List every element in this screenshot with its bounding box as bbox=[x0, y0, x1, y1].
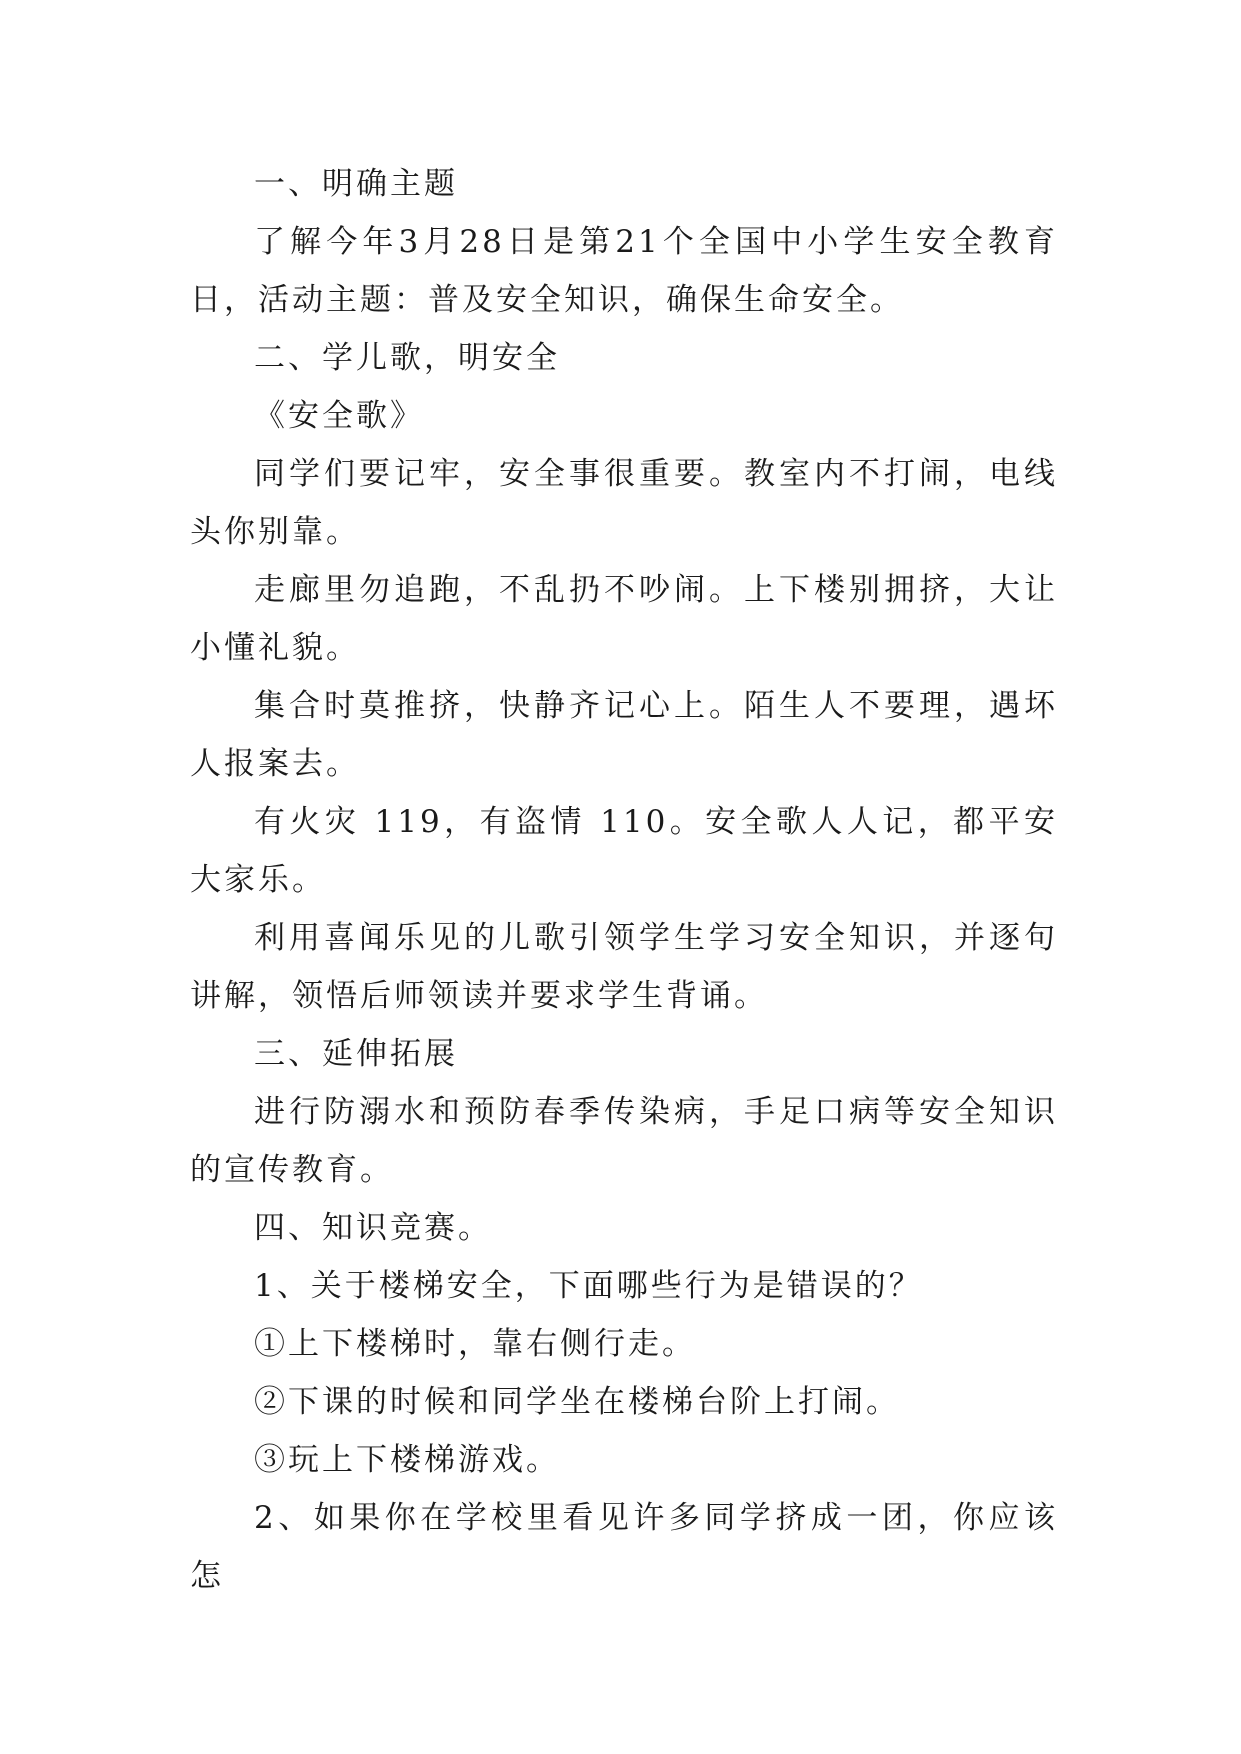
quiz-option: ①上下楼梯时，靠右侧行走。 bbox=[254, 1326, 696, 1362]
song-verse: 同学们要记牢，安全事很重要。教室内不打闹，电线头你别靠。 bbox=[190, 456, 1058, 550]
quiz-option: ③玩上下楼梯游戏。 bbox=[254, 1442, 560, 1478]
song-verse: 有火灾 119，有盗情 110。安全歌人人记，都平安大家乐。 bbox=[190, 804, 1058, 898]
paragraph: 了解今年3月28日是第21个全国中小学生安全教育日，活动主题：普及安全知识，确保生命安全。 bbox=[190, 224, 1058, 318]
quiz-question: 2、如果你在学校里看见许多同学挤成一团，你应该怎 bbox=[190, 1500, 1058, 1594]
section-heading-4: 四、知识竞赛。 bbox=[254, 1210, 492, 1246]
section-heading-2: 二、学儿歌，明安全 bbox=[254, 340, 560, 376]
paragraph: 利用喜闻乐见的儿歌引领学生学习安全知识，并逐句讲解，领悟后师领读并要求学生背诵。 bbox=[190, 920, 1058, 1014]
document-body bbox=[190, 155, 1058, 1605]
song-title: 《安全歌》 bbox=[254, 398, 424, 434]
paragraph: 进行防溺水和预防春季传染病，手足口病等安全知识的宣传教育。 bbox=[190, 1094, 1058, 1188]
song-verse: 走廊里勿追跑，不乱扔不吵闹。上下楼别拥挤，大让小懂礼貌。 bbox=[190, 572, 1058, 666]
song-verse: 集合时莫推挤，快静齐记心上。陌生人不要理，遇坏人报案去。 bbox=[190, 688, 1058, 782]
section-heading-3: 三、延伸拓展 bbox=[254, 1036, 458, 1072]
quiz-question: 1、关于楼梯安全，下面哪些行为是错误的？ bbox=[254, 1268, 923, 1304]
quiz-option: ②下课的时候和同学坐在楼梯台阶上打闹。 bbox=[254, 1384, 900, 1420]
section-heading-1: 一、明确主题 bbox=[254, 166, 458, 202]
